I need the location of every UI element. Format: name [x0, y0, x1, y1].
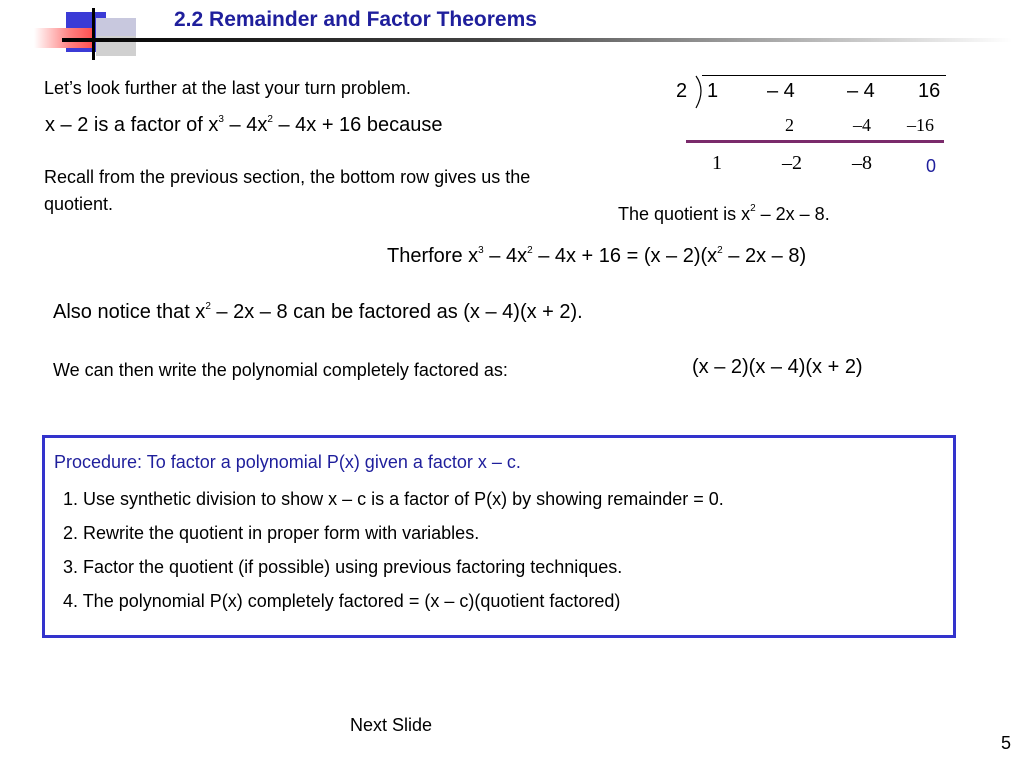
divisor: 2 [676, 80, 688, 102]
procedure-step: 4. The polynomial P(x) completely factored = (x – c)(quotient factored) [63, 591, 621, 611]
procedure-step: 1. Use synthetic division to show x – c is a factor of P(x) by showing remainder = 0. [63, 489, 724, 509]
factor-statement [45, 114, 442, 137]
division-rule [686, 140, 944, 143]
middle-value: 2 [785, 115, 794, 135]
also-part: Also notice that x [53, 301, 206, 323]
exponent: 2 [205, 301, 211, 312]
bottom-value: 1 [712, 152, 722, 174]
remainder-value: 0 [926, 156, 937, 176]
complete-expression: (x – 2)(x – 4)(x + 2) [692, 356, 863, 378]
exponent: 3 [218, 114, 224, 125]
quotient-prefix: The quotient is x [618, 204, 751, 224]
therefore-part: Therfore x [387, 245, 479, 267]
therefore-part: – 4x + 16 = (x – 2)(x [532, 245, 718, 267]
bottom-value: –2 [782, 152, 802, 174]
procedure-step: 3. Factor the quotient (if possible) using previous factoring techniques. [63, 557, 623, 577]
next-slide-link[interactable]: Next Slide [350, 715, 433, 735]
therefore-part: – 4x [483, 245, 528, 267]
coefficient: – 4 [847, 80, 875, 102]
recall-line-2: quotient. [44, 194, 114, 214]
factor-lhs: x – 2 is a factor of x [45, 114, 219, 136]
coefficient: 1 [707, 80, 719, 102]
procedure-title: Procedure: To factor a polynomial P(x) given a factor x – c. [54, 452, 521, 472]
middle-value: –4 [853, 115, 871, 135]
complete-label: We can then write the polynomial completely factored as: [53, 360, 508, 380]
intro-line: Let’s look further at the last your turn problem. [44, 78, 411, 98]
factor-part: – 4x [223, 114, 268, 136]
bottom-value: –8 [852, 152, 872, 174]
also-notice-statement [53, 301, 583, 324]
exponent: 2 [267, 114, 273, 125]
middle-value: –16 [907, 115, 934, 135]
therefore-statement [387, 245, 806, 268]
coefficient: – 4 [767, 80, 795, 102]
therefore-part: – 2x – 8) [722, 245, 807, 267]
recall-line-1: Recall from the previous section, the bottom row gives us the [44, 167, 531, 187]
page-number: 5 [1001, 733, 1012, 753]
exponent: 2 [527, 245, 533, 256]
logo-vertical-line [92, 8, 95, 60]
exponent: 2 [750, 203, 756, 214]
quotient-statement [618, 203, 830, 225]
also-part: – 2x – 8 can be factored as (x – 4)(x + 2). [210, 301, 583, 323]
procedure-box [42, 435, 956, 638]
procedure-step: 2. Rewrite the quotient in proper form with variables. [63, 523, 480, 543]
top-rule [702, 75, 946, 76]
factor-part: – 4x + 16 because [272, 114, 443, 136]
exponent: 2 [717, 245, 723, 256]
quotient-rest: – 2x – 8. [755, 204, 830, 224]
title-rule [62, 38, 1012, 42]
exponent: 3 [478, 245, 484, 256]
slide-title: 2.2 Remainder and Factor Theorems [174, 8, 537, 31]
coefficient: 16 [918, 80, 941, 102]
